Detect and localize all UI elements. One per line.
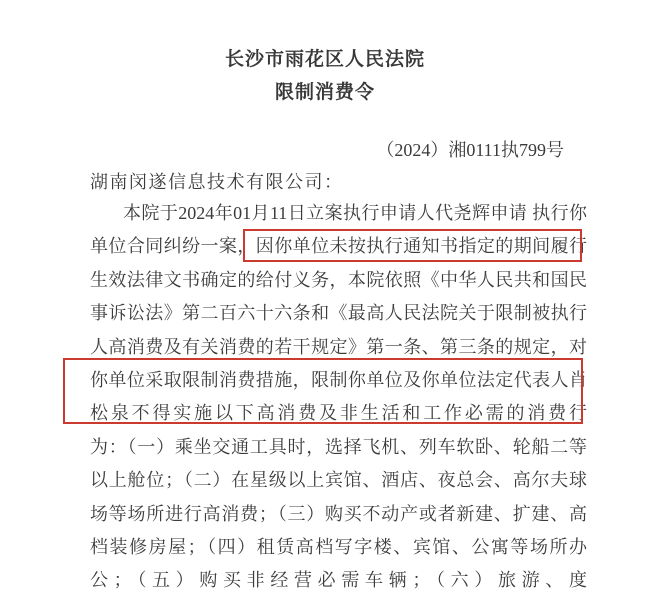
order-title: 限制消费令 (274, 82, 375, 103)
body-paragraph (90, 197, 587, 598)
case-number: （2024）湘0111执799号 (376, 140, 564, 160)
court-name-title: 长沙市雨花区人民法院 (224, 49, 425, 70)
body-line: 公；（五）购买非经营必需车辆；（六）旅游、度 (90, 570, 587, 591)
addressee-company-name: 湖南闵遂信息技术有限公司： (90, 172, 344, 192)
body-line: 单位合同纠纷一案，因你单位未按执行通知书指定的期间履行 (90, 236, 587, 257)
body-line: 为：（一）乘坐交通工具时，选择飞机、列车软卧、轮船二等 (90, 436, 587, 457)
body-line: 生效法律文书确定的给付义务，本院依照《中华人民共和国民 (90, 269, 587, 290)
body-line: 事诉讼法》第二百六十六条和《最高人民法院关于限制被执行 (90, 303, 587, 324)
body-line: 人高消费及有关消费的若干规定》第一条、第三条的规定，对 (90, 336, 587, 357)
body-line: 档装修房屋；（四）租赁高档写字楼、宾馆、公寓等场所办 (90, 536, 587, 557)
body-line: 场等场所进行高消费；（三）购买不动产或者新建、扩建、高 (90, 503, 587, 524)
body-line: 以上舱位；（二）在星级以上宾馆、酒店、夜总会、高尔夫球 (90, 470, 587, 491)
body-line: 松泉不得实施以下高消费及非生活和工作必需的消费行 (90, 403, 587, 424)
body-line: 你单位采取限制消费措施，限制你单位及你单位法定代表人肖 (90, 369, 587, 390)
body-line: 本院于2024年01月11日立案执行申请人代尧辉申请 执行你 (123, 203, 587, 223)
